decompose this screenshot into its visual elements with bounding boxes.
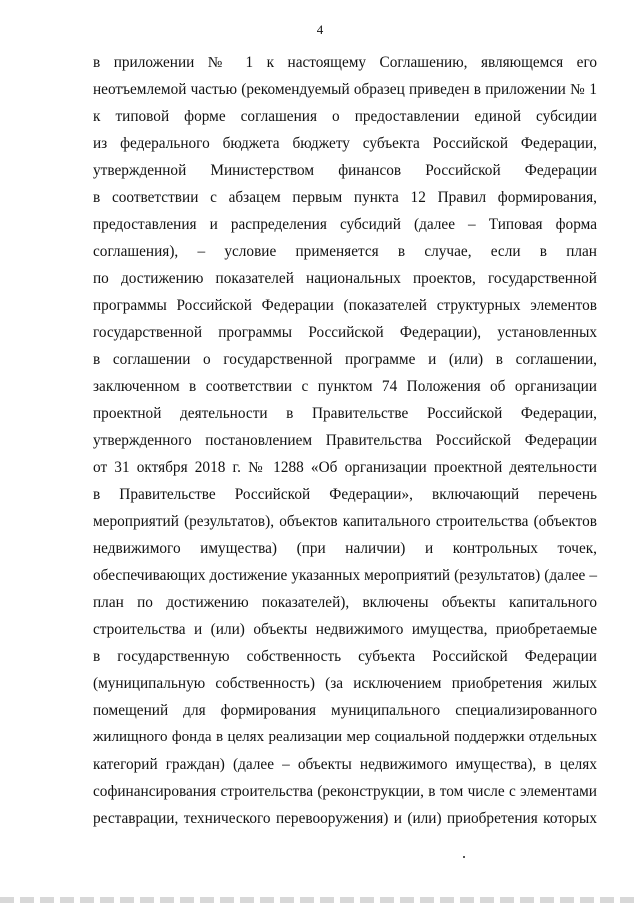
text-line: в государственную собственность субъекта Российской Федерации (93, 648, 597, 665)
text-line: жилищного фонда в целях реализации мер социальной поддержки отдельных (93, 729, 597, 745)
text-line: из федерального бюджета бюджету субъекта Российской Федерации, (93, 135, 597, 152)
text-line: в соглашении о государственной программе и (или) в соглашении, (93, 351, 597, 368)
body-paragraph (93, 49, 597, 832)
text-line: соглашения), – условие применяется в случае, если в план (93, 243, 597, 260)
text-line: в приложении № 1 к настоящему Соглашению, являющемся его (93, 54, 597, 71)
text-line: к типовой форме соглашения о предоставлении единой субсидии (93, 108, 597, 125)
scan-bleed-through (0, 897, 640, 903)
page-number: 4 (316, 22, 324, 37)
text-line: программы Российской Федерации (показателей структурных элементов (93, 297, 597, 314)
text-line: по достижению показателей национальных проектов, государственной (93, 270, 597, 287)
text-line: проектной деятельности в Правительстве Российской Федерации, (93, 405, 597, 422)
text-line: от 31 октября 2018 г. № 1288 «Об организации проектной деятельности (93, 459, 597, 476)
text-line: заключенном в соответствии с пунктом 74 Положения об организации (93, 378, 597, 395)
text-line: в Правительстве Российской Федерации», включающий перечень (93, 486, 597, 503)
scan-speck (463, 856, 465, 858)
text-line: реставрации, технического перевооружения) и (или) приобретения которых (93, 810, 597, 827)
text-line: строительства и (или) объекты недвижимого имущества, приобретаемые (93, 621, 597, 638)
text-line: софинансирования строительства (реконструкции, в том числе с элементами (93, 783, 597, 800)
text-line: помещений для формирования муниципального специализированного (93, 702, 597, 719)
text-line: в соответствии с абзацем первым пункта 12 Правил формирования, (93, 189, 597, 206)
text-line: неотъемлемой частью (рекомендуемый образец приведен в приложении № 1 (93, 81, 597, 98)
text-line: предоставления и распределения субсидий (далее – Типовая форма (93, 216, 597, 233)
text-line: недвижимого имущества) (при наличии) и контрольных точек, (93, 540, 597, 557)
text-line: план по достижению показателей), включены объекты капитального (93, 594, 597, 611)
text-line: утвержденного постановлением Правительства Российской Федерации (93, 432, 597, 449)
text-line: обеспечивающих достижение указанных мероприятий (результатов) (далее – (93, 567, 597, 584)
text-line: категорий граждан) (далее – объекты недвижимого имущества), в целях (93, 756, 597, 773)
text-line: мероприятий (результатов), объектов капитального строительства (объектов (93, 513, 597, 530)
text-line: государственной программы Российской Федерации), установленных (93, 324, 597, 341)
text-line: утвержденной Министерством финансов Российской Федерации (93, 162, 597, 179)
text-line: (муниципальную собственность) (за исключением приобретения жилых (93, 675, 597, 692)
